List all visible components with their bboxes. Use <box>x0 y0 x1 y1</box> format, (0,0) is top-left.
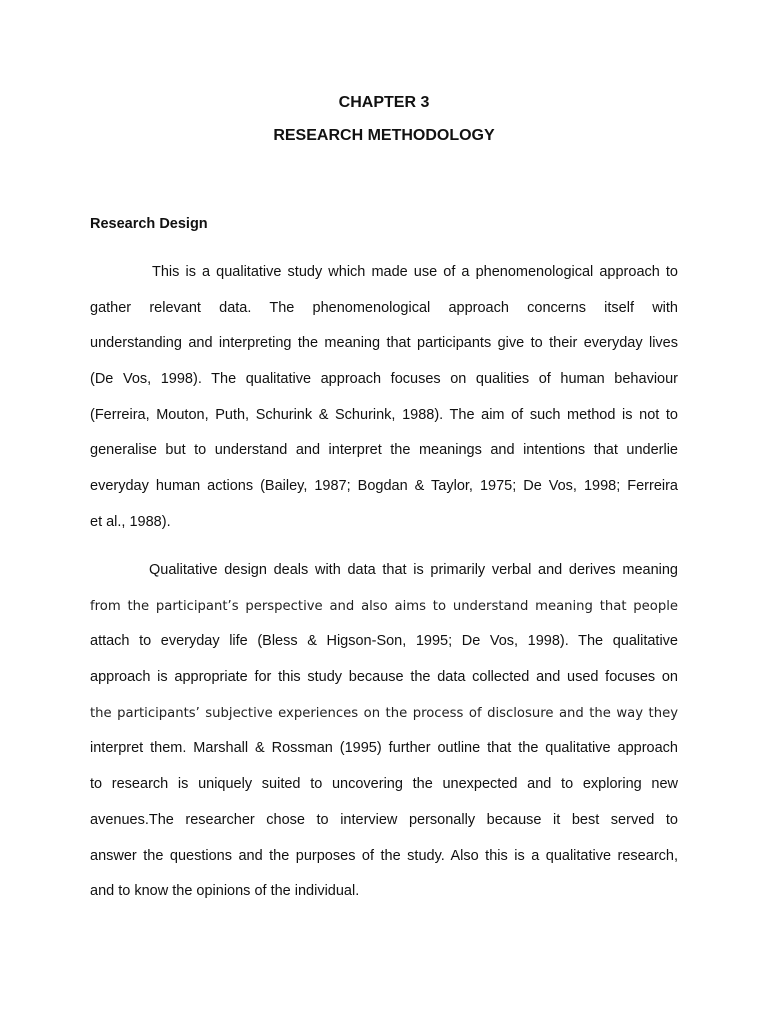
paragraph-line: to research is uniquely suited to uncovering the unexpected and to exploring new <box>90 776 678 793</box>
paragraph-line: the participants’ subjective experiences on the process of disclosure and the way they <box>90 705 678 721</box>
paragraph-line: attach to everyday life (Bless & Higson-Son, 1995; De Vos, 1998). The qualitative <box>90 633 678 650</box>
paragraph-line: from the participant’s perspective and also aims to understand meaning that people <box>90 598 678 614</box>
paragraph-research-design-2 <box>90 553 678 910</box>
paragraph-line: everyday human actions (Bailey, 1987; Bogdan & Taylor, 1975; De Vos, 1998; Ferreira <box>90 478 678 495</box>
section-heading: Research Design <box>90 216 208 232</box>
paragraph-line: and to know the opinions of the individual. <box>90 883 360 900</box>
paragraph-research-design-1 <box>90 255 678 541</box>
paragraph-line: et al., 1988). <box>90 513 171 530</box>
paragraph-line: gather relevant data. The phenomenological approach concerns itself with <box>90 299 678 316</box>
paragraph-line: (De Vos, 1998). The qualitative approach focuses on qualities of human behaviour <box>90 371 678 388</box>
paragraph-line: answer the questions and the purposes of the study. Also this is a qualitative research, <box>90 847 678 864</box>
paragraph-line: interpret them. Marshall & Rossman (1995) further outline that the qualitative approach <box>90 740 678 757</box>
paragraph-line: avenues.The researcher chose to interview personally because it best served to <box>90 811 678 828</box>
paragraph-line: generalise but to understand and interpret the meanings and intentions that underlie <box>90 442 678 459</box>
paragraph-line: Qualitative design deals with data that is primarily verbal and derives meaning <box>149 562 678 578</box>
paragraph-line: understanding and interpreting the meaning that participants give to their everyday lives <box>90 335 678 352</box>
paragraph-line: This is a qualitative study which made use of a phenomenological approach to <box>152 264 678 280</box>
paragraph-line: (Ferreira, Mouton, Puth, Schurink & Schurink, 1988). The aim of such method is not to <box>90 406 678 423</box>
paragraph-line: approach is appropriate for this study because the data collected and used focuses on <box>90 669 678 686</box>
chapter-title: RESEARCH METHODOLOGY <box>273 127 495 144</box>
chapter-number: CHAPTER 3 <box>338 94 430 111</box>
